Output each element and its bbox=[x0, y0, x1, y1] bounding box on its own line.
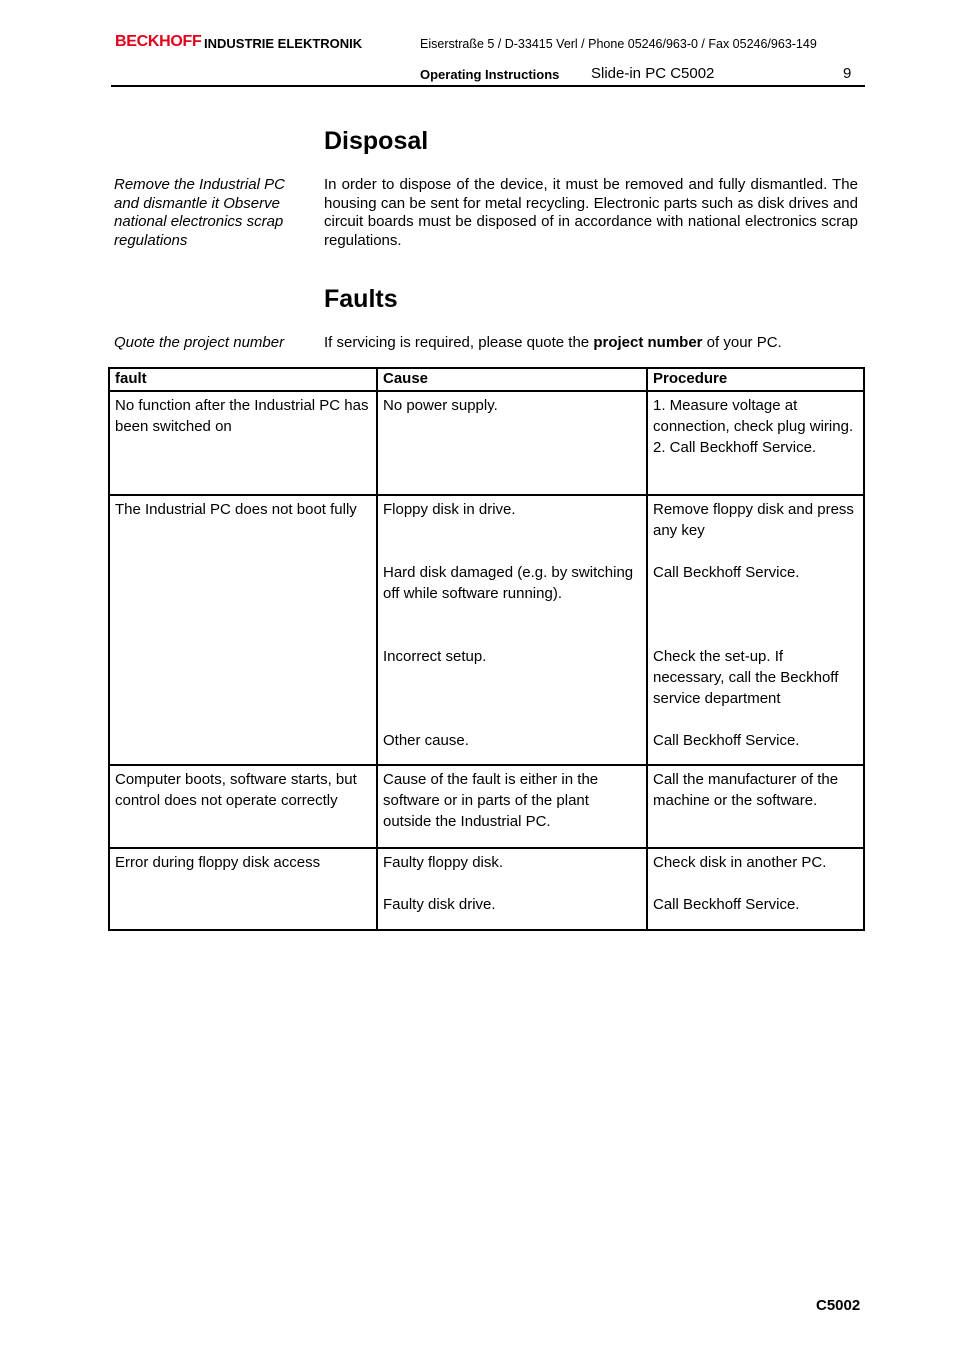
cause-entry: Other cause. bbox=[383, 732, 469, 749]
fault-cell: The Industrial PC does not boot fully bbox=[109, 495, 377, 765]
brand-logo: BECKHOFF bbox=[115, 33, 202, 50]
faults-intro bbox=[324, 334, 782, 353]
column-header-cause: Cause bbox=[377, 368, 647, 391]
cause-entry: Floppy disk in drive. bbox=[383, 501, 516, 518]
procedure-cell bbox=[647, 391, 864, 495]
page-number: 9 bbox=[843, 65, 852, 82]
faults-heading: Faults bbox=[324, 285, 398, 313]
faults-intro-text-end: of your PC. bbox=[702, 334, 782, 351]
table-header-row bbox=[109, 368, 864, 391]
header-divider bbox=[111, 85, 865, 87]
cause-entry: Hard disk damaged (e.g. by switching off while software running). bbox=[383, 564, 634, 602]
cause-cell bbox=[377, 495, 647, 765]
fault-cell: Computer boots, software starts, but control does not operate correctly bbox=[109, 765, 377, 848]
cause-entry: Faulty disk drive. bbox=[383, 896, 496, 913]
procedure-entry: 1. Measure voltage at connection, check plug wiring. bbox=[653, 397, 854, 435]
fault-cell: Error during floppy disk access bbox=[109, 848, 377, 930]
procedure-cell bbox=[647, 765, 864, 848]
document-title: Slide-in PC C5002 bbox=[591, 65, 715, 82]
faults-intro-text: If servicing is required, please quote the bbox=[324, 334, 594, 351]
procedure-entry: Call Beckhoff Service. bbox=[653, 896, 800, 913]
cause-cell bbox=[377, 391, 647, 495]
company-address: Eiserstraße 5 / D-33415 Verl / Phone 05246/963-0 / Fax 05246/963-149 bbox=[420, 37, 817, 51]
table-row bbox=[109, 391, 864, 495]
cause-cell bbox=[377, 848, 647, 930]
procedure-entry: 2. Call Beckhoff Service. bbox=[653, 439, 817, 456]
procedure-entry: Call the manufacturer of the machine or the software. bbox=[653, 771, 839, 809]
table-row bbox=[109, 848, 864, 930]
footer-document-code: C5002 bbox=[816, 1297, 861, 1314]
cause-entry: Faulty floppy disk. bbox=[383, 854, 504, 871]
document-kind: Operating Instructions bbox=[420, 67, 560, 82]
column-header-fault: fault bbox=[109, 368, 377, 391]
disposal-margin-note: Remove the Industrial PC and dismantle it Observe national electronics scrap regulations bbox=[114, 176, 285, 249]
cause-entry: Cause of the fault is either in the software or in parts of the plant outside the Industrial PC. bbox=[383, 771, 599, 830]
disposal-heading: Disposal bbox=[324, 127, 429, 155]
fault-cell: No function after the Industrial PC has been switched on bbox=[109, 391, 377, 495]
column-header-procedure: Procedure bbox=[647, 368, 864, 391]
faults-margin-note: Quote the project number bbox=[114, 334, 285, 351]
procedure-entry: Call Beckhoff Service. bbox=[653, 732, 800, 749]
procedure-cell bbox=[647, 495, 864, 765]
table-row bbox=[109, 765, 864, 848]
table-row bbox=[109, 495, 864, 765]
cause-entry: Incorrect setup. bbox=[383, 648, 487, 665]
procedure-cell bbox=[647, 848, 864, 930]
procedure-entry: Check the set-up. If necessary, call the Beckhoff service department bbox=[653, 648, 839, 707]
brand-subtitle: INDUSTRIE ELEKTRONIK bbox=[204, 36, 363, 51]
project-number-emphasis: project number bbox=[593, 334, 703, 351]
faults-table bbox=[108, 367, 865, 931]
procedure-entry: Call Beckhoff Service. bbox=[653, 564, 800, 581]
cause-cell bbox=[377, 765, 647, 848]
procedure-entry: Check disk in another PC. bbox=[653, 854, 827, 871]
disposal-body: In order to dispose of the device, it must be removed and fully dismantled. The housing can be sent for metal recycling. Electronic parts such as disk drives and circuit boards must be disposed of in accordance with national electronics scrap regulations. bbox=[324, 176, 858, 249]
cause-entry: No power supply. bbox=[383, 397, 498, 414]
procedure-entry: Remove floppy disk and press any key bbox=[653, 501, 854, 539]
